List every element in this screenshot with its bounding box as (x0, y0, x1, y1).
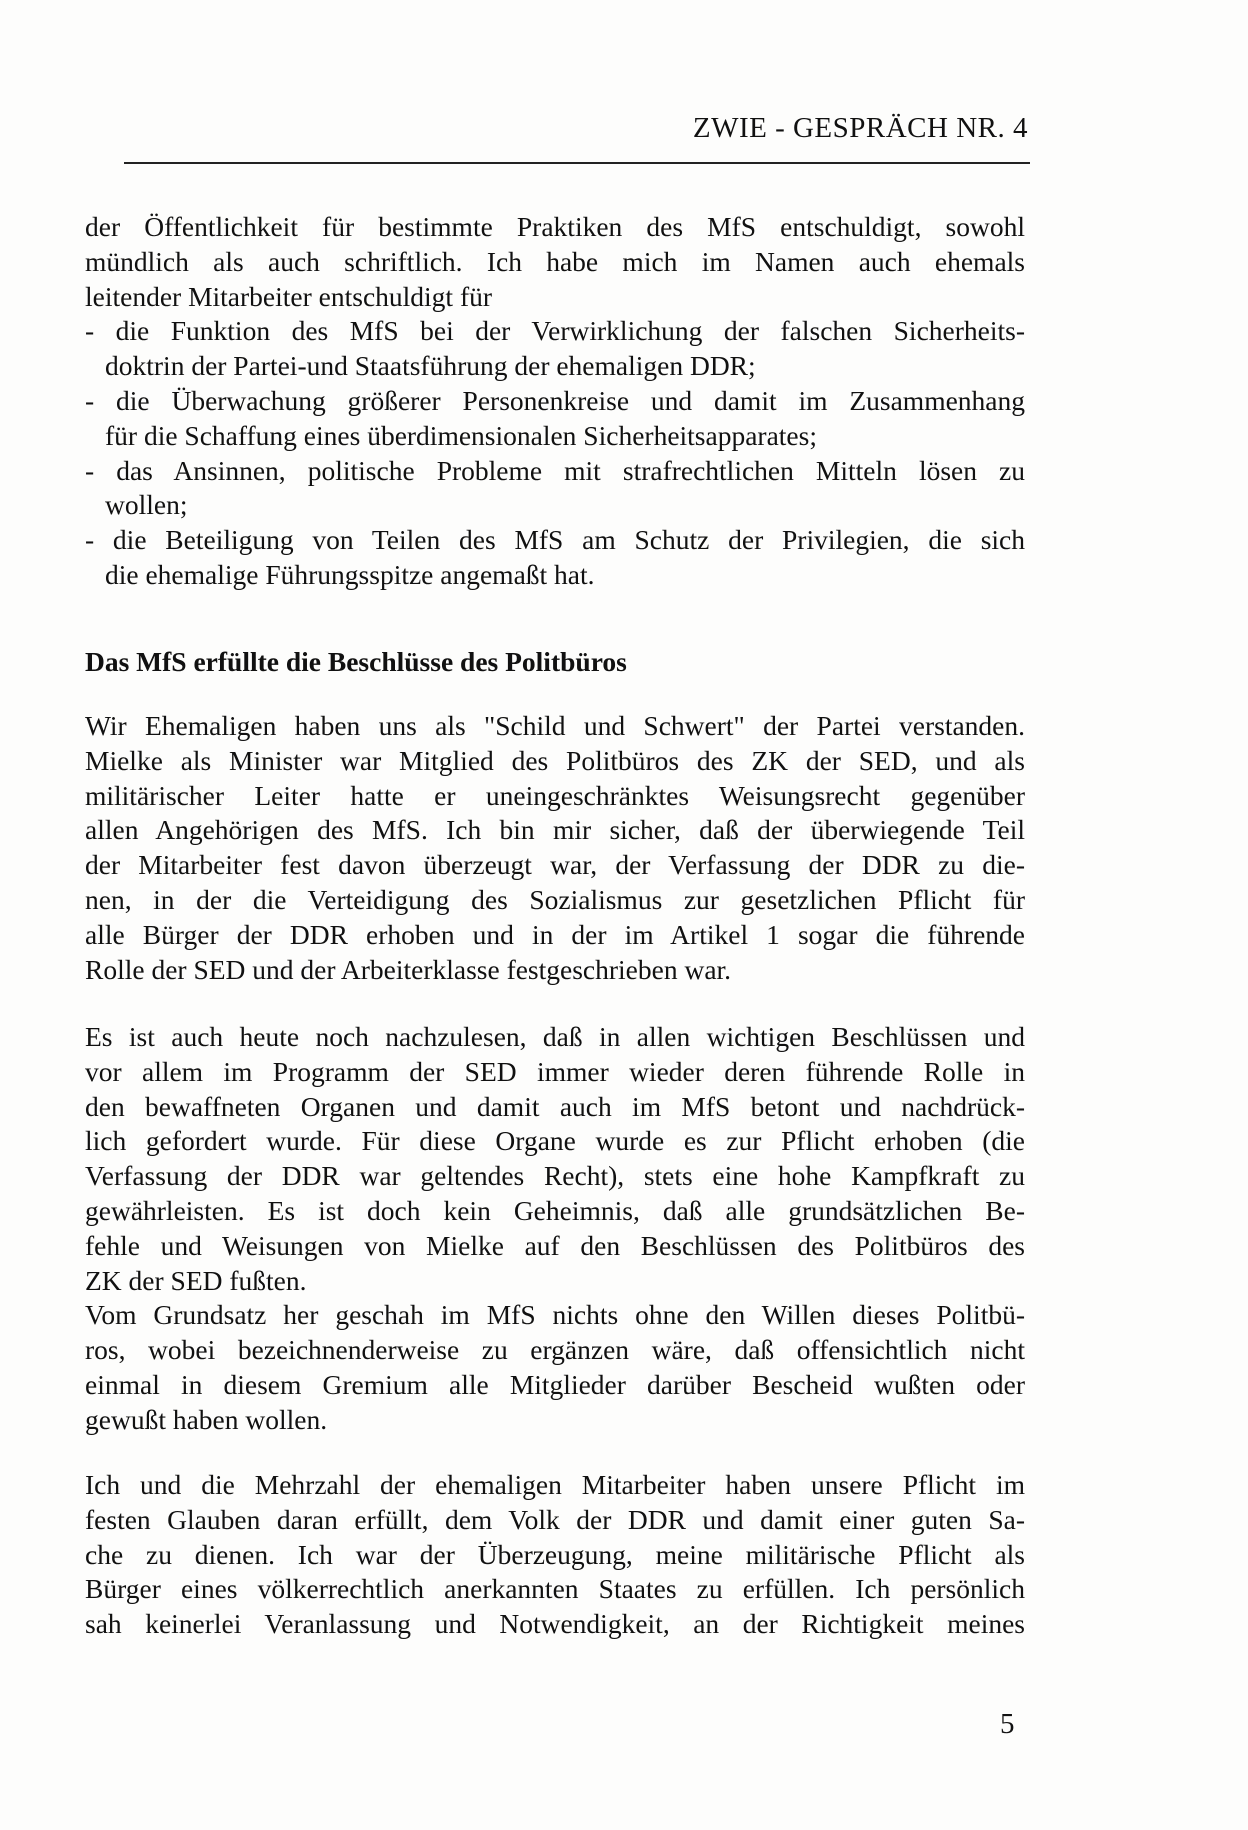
text-line: Mielke als Minister war Mitglied des Politbüros des ZK der SED, und als (85, 744, 1025, 776)
list-item-line: - die Überwachung größerer Personenkreise und damit im Zusammenhang (85, 384, 1025, 416)
text-line: Ich und die Mehrzahl der ehemaligen Mitarbeiter haben unsere Pflicht im (85, 1469, 1025, 1500)
running-header: ZWIE - GESPRÄCH NR. 4 (692, 112, 1028, 144)
text-line: ZK der SED fußten. (85, 1264, 307, 1296)
list-item-line: wollen; (105, 489, 188, 521)
header-rule (124, 162, 1030, 164)
text-line: Vom Grundsatz her geschah im MfS nichts ohne den Willen dieses Politbü- (85, 1299, 1025, 1331)
text-line: lich gefordert wurde. Für diese Organe wurde es zur Pflicht erhoben (die (85, 1125, 1025, 1157)
text-line: festen Glauben daran erfüllt, dem Volk der DDR und damit einer guten Sa- (85, 1503, 1025, 1535)
list-item-line: für die Schaffung eines überdimensionalen Sicherheitsapparates; (105, 419, 817, 451)
text-line: alle Bürger der DDR erhoben und in der im Artikel 1 sogar die führende (85, 918, 1025, 950)
list-item-line: doktrin der Partei-und Staatsführung der ehemaligen DDR; (105, 350, 756, 382)
text-line: ros, wobei bezeichnenderweise zu ergänzen wäre, daß offensichtlich nicht (85, 1334, 1025, 1366)
text-line: che zu dienen. Ich war der Überzeugung, meine militärische Pflicht als (85, 1538, 1025, 1570)
text-line: einmal in diesem Gremium alle Mitglieder darüber Bescheid wußten oder (85, 1368, 1025, 1400)
text-line: der Mitarbeiter fest davon überzeugt war, der Verfassung der DDR zu die- (85, 849, 1025, 881)
text-line: Verfassung der DDR war geltendes Recht), stets eine hohe Kampfkraft zu (85, 1160, 1025, 1192)
text-line: fehle und Weisungen von Mielke auf den Beschlüssen des Politbüros des (85, 1229, 1025, 1261)
section-heading: Das MfS erfüllte die Beschlüsse des Politbüros (85, 646, 627, 677)
paragraph-3 (85, 1468, 1025, 1642)
text-line: Bürger eines völkerrechtlich anerkannten Staates zu erfüllen. Ich persönlich (85, 1573, 1025, 1605)
paragraph-2 (85, 1020, 1025, 1438)
text-line: leitender Mitarbeiter entschuldigt für (85, 280, 493, 312)
text-line: den bewaffneten Organen und damit auch im MfS betont und nachdrück- (85, 1090, 1025, 1122)
paragraph-1 (85, 709, 1025, 987)
text-line: vor allem im Programm der SED immer wieder deren führende Rolle in (85, 1055, 1025, 1087)
text-line: gewußt haben wollen. (85, 1403, 328, 1435)
text-line: Wir Ehemaligen haben uns als "Schild und Schwert" der Partei verstanden. (85, 710, 1025, 741)
text-line: Es ist auch heute noch nachzulesen, daß in allen wichtigen Beschlüssen und (85, 1021, 1025, 1052)
text-line: militärischer Leiter hatte er uneingeschränktes Weisungsrecht gegenüber (85, 779, 1025, 811)
text-line: allen Angehörigen des MfS. Ich bin mir sicher, daß der überwiegende Teil (85, 814, 1025, 846)
text-line: mündlich als auch schriftlich. Ich habe mich im Namen auch ehemals (85, 245, 1025, 277)
list-item-line: - die Beteiligung von Teilen des MfS am Schutz der Privilegien, die sich (85, 524, 1025, 556)
list-item-line: - das Ansinnen, politische Probleme mit strafrechtlichen Mitteln lösen zu (85, 454, 1025, 486)
text-line: gewährleisten. Es ist doch kein Geheimnis, daß alle grundsätzlichen Be- (85, 1194, 1025, 1226)
text-line: der Öffentlichkeit für bestimmte Praktiken des MfS entschuldigt, sowohl (85, 211, 1025, 242)
list-item-line: die ehemalige Führungsspitze angemaßt hat. (105, 558, 595, 590)
text-line: nen, in der die Verteidigung des Sozialismus zur gesetzlichen Pflicht für (85, 883, 1025, 915)
intro-text-block (85, 210, 1025, 593)
list-item-line: - die Funktion des MfS bei der Verwirklichung der falschen Sicherheits- (85, 315, 1025, 347)
page-number: 5 (1000, 1708, 1015, 1740)
text-line: sah keinerlei Veranlassung und Notwendigkeit, an der Richtigkeit meines (85, 1608, 1025, 1640)
text-line: Rolle der SED und der Arbeiterklasse festgeschrieben war. (85, 953, 732, 985)
